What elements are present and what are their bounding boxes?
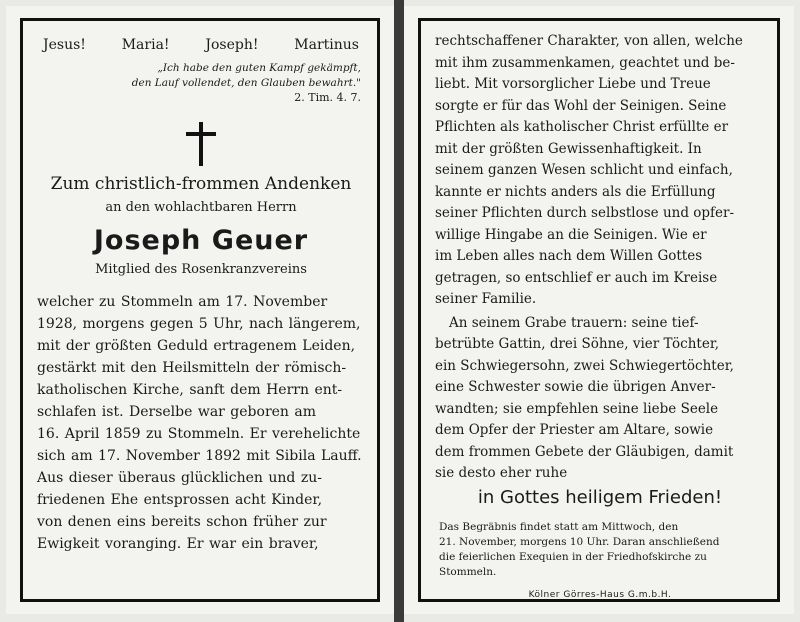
text-line: seiner Pflichten durch selbstlose und opfer- bbox=[435, 205, 735, 221]
text-line: Pflichten als katholischer Christ erfüllte er bbox=[435, 119, 729, 135]
bio-line: welcher zu Stommeln am 17. November bbox=[37, 294, 328, 310]
bio-line: Ewigkeit voranging. Er war ein braver, bbox=[37, 536, 319, 552]
text-line: dem frommen Gebete der Gläubigen, damit bbox=[435, 443, 734, 460]
text-line: seiner Familie. bbox=[435, 291, 537, 307]
left-card-border bbox=[20, 18, 380, 602]
mourners-paragraph bbox=[435, 313, 765, 485]
text-line: kannte er nichts anders als die Erfüllung bbox=[435, 183, 716, 200]
text-line: betrübte Gattin, drei Söhne, vier Töchter, bbox=[435, 336, 720, 352]
text-line: willige Hingabe an die Seinigen. Wie er bbox=[435, 226, 707, 243]
burial-line: 21. November, morgens 10 Uhr. Daran anschließend bbox=[439, 535, 720, 548]
bio-line: 1928, morgens gegen 5 Uhr, nach längerem, bbox=[37, 316, 361, 332]
invocation-maria: Maria! bbox=[121, 37, 170, 53]
right-card bbox=[404, 6, 794, 614]
bio-line: katholischen Kirche, sanft dem Herrn ent- bbox=[37, 382, 343, 398]
invocation-line bbox=[43, 37, 359, 53]
burial-line: die feierlichen Exequien in der Friedhofskirche zu bbox=[439, 550, 707, 563]
memorial-heading: Zum christlich-frommen Andenken bbox=[50, 174, 352, 194]
text-line: dem Opfer der Priester am Altare, sowie bbox=[435, 422, 714, 438]
text-line: liebt. Mit vorsorglicher Liebe und Treue bbox=[435, 76, 711, 92]
bio-line: gestärkt mit den Heilsmitteln der römisch- bbox=[37, 360, 347, 376]
text-line: rechtschaffener Charakter, von allen, welche bbox=[435, 33, 743, 49]
peace-line: in Gottes heiligem Frieden! bbox=[477, 486, 723, 508]
card-fold bbox=[394, 0, 404, 622]
text-line: wandten; sie empfehlen seine liebe Seele bbox=[435, 400, 719, 417]
motto-line-1: „Ich habe den guten Kampf gekämpft, bbox=[157, 62, 361, 74]
bible-citation: 2. Tim. 4. 7. bbox=[294, 91, 361, 104]
invocation-joseph: Joseph! bbox=[205, 37, 259, 53]
bio-line: von denen eins bereits schon früher zur bbox=[37, 514, 327, 530]
character-paragraph bbox=[435, 31, 765, 311]
printer-imprint: Kölner Görres-Haus G.m.b.H. bbox=[528, 589, 672, 600]
invocation-jesus: Jesus! bbox=[43, 37, 86, 53]
burial-line: Das Begräbnis findet statt am Mittwoch, den bbox=[439, 520, 679, 533]
invocation-martinus: Martinus bbox=[294, 37, 359, 53]
biography-text bbox=[37, 291, 365, 555]
motto-line-2: den Lauf vollendet, den Glauben bewahrt." bbox=[131, 77, 361, 89]
bio-line: sich am 17. November 1892 mit Sibila Lauff. bbox=[37, 448, 362, 464]
bio-line: mit der größten Geduld ertragenem Leiden, bbox=[37, 338, 356, 354]
text-line: eine Schwester sowie die übrigen Anver- bbox=[435, 379, 716, 395]
text-line: getragen, so entschlief er auch im Kreise bbox=[435, 269, 718, 286]
bio-line: schlafen ist. Derselbe war geboren am bbox=[37, 404, 317, 420]
text-line: sie desto eher ruhe bbox=[435, 465, 568, 481]
text-line: seinem ganzen Wesen schlicht und einfach, bbox=[435, 162, 733, 178]
honor-line: an den wohlachtbaren Herrn bbox=[105, 200, 297, 215]
burial-line: Stommeln. bbox=[439, 565, 497, 578]
burial-notice bbox=[435, 520, 765, 580]
bio-line: Aus dieser überaus glücklichen und zu- bbox=[37, 470, 322, 486]
text-line: mit der größten Gewissenhaftigkeit. In bbox=[435, 140, 702, 157]
bio-line: friedenen Ehe entsprossen acht Kinder, bbox=[37, 492, 323, 508]
bible-quote bbox=[37, 61, 361, 91]
membership-line: Mitglied des Rosenkranzvereins bbox=[95, 262, 307, 277]
text-line: sorgte er für das Wohl der Seinigen. Seine bbox=[435, 97, 727, 114]
text-line: ein Schwiegersohn, zwei Schwiegertöchter, bbox=[435, 357, 734, 374]
cross-icon bbox=[186, 122, 216, 166]
right-card-border bbox=[418, 18, 780, 602]
bio-line: 16. April 1859 zu Stommeln. Er verehelichte bbox=[37, 426, 361, 442]
text-line: An seinem Grabe trauern: seine tief- bbox=[449, 314, 699, 331]
text-line: im Leben alles nach dem Willen Gottes bbox=[435, 248, 703, 264]
text-line: mit ihm zusammenkamen, geachtet und be- bbox=[435, 54, 735, 71]
left-card bbox=[6, 6, 394, 614]
deceased-name: Joseph Geuer bbox=[93, 225, 309, 256]
